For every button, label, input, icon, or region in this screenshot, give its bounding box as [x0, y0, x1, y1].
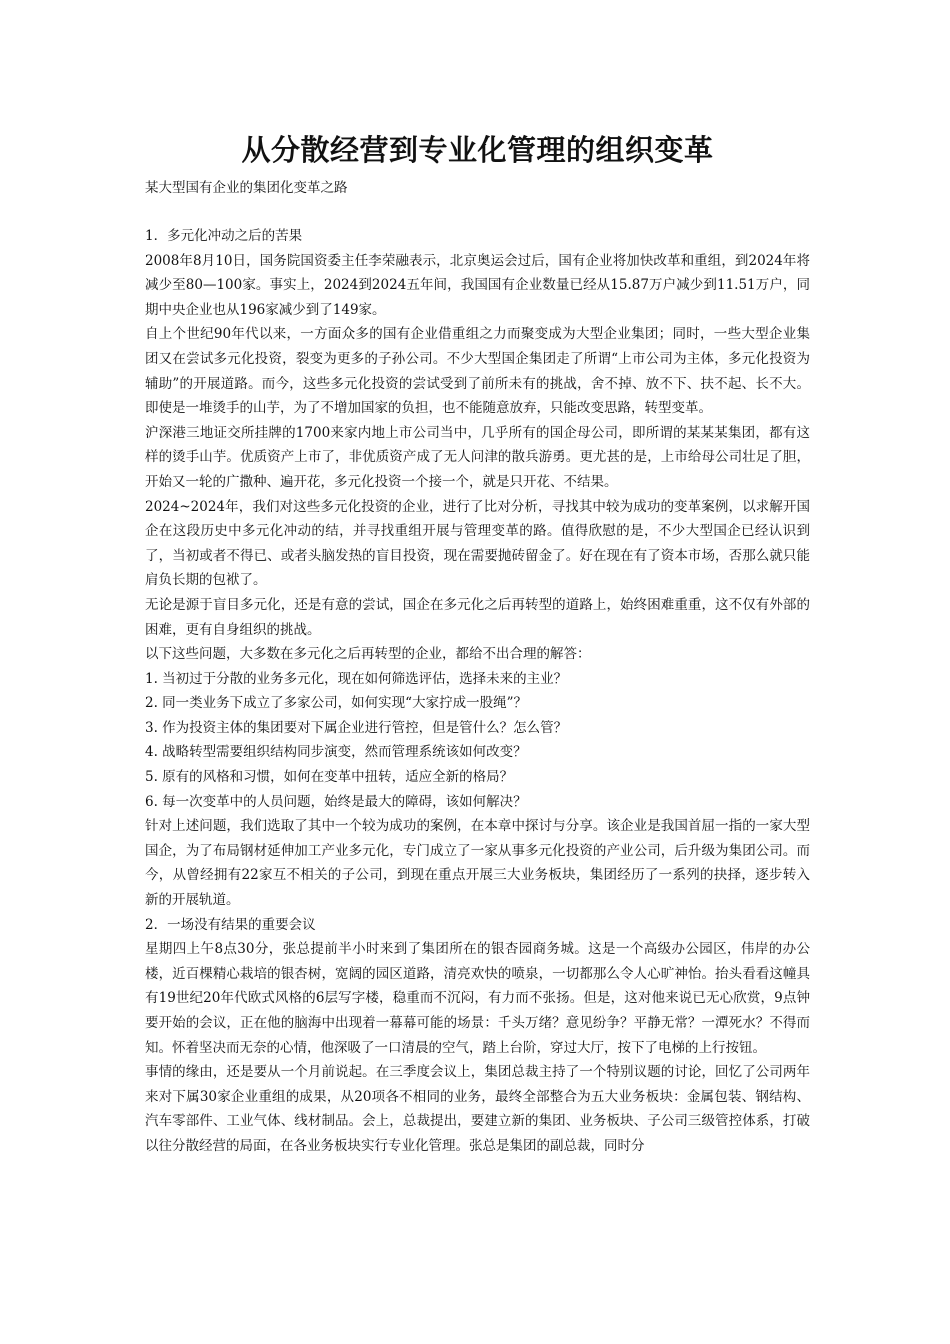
list-item: 1. 当初过于分散的业务多元化，现在如何筛选评估，选择未来的主业？: [145, 670, 568, 687]
document-page: [145, 130, 810, 1159]
blank-line: [145, 200, 810, 224]
paragraph: 事情的缘由，还是要从一个月前说起。在三季度会议上，集团总裁主持了一个特别议题的讨论，回忆了公司两年来对下属30家企业重组的成果，从20项各不相同的业务，最终全部整合为五大业务板块：金属包装、钢结构、汽车零部件、工业气体、线材制品。会上，总裁提出，要建立新的集团、业务板块、子公司三级管控体系，打破以往分散经营的局面，在各业务板块实行专业化管理。张总是集团的副总裁，同时分: [145, 1064, 810, 1154]
paragraph: 星期四上午8点30分，张总提前半小时来到了集团所在的银杏园商务城。这是一个高级办公园区，伟岸的办公楼，近百棵精心栽培的银杏树，宽阔的园区道路，清亮欢快的喷泉，一切都那么令人心旷神怡。抬头看看这幢具有19世纪20年代欧式风格的6层写字楼，稳重而不沉闷，有力而不张扬。但是，这对他来说已无心欣赏，9点钟要开始的会议，正在他的脑海中出现着一幕幕可能的场景：千头万绪？意见纷争？平静无常？一潭死水？不得而知。怀着坚决而无奈的心情，他深吸了一口清晨的空气，踏上台阶，穿过大厅，按下了电梯的上行按钮。: [145, 941, 810, 1056]
paragraph: 自上个世纪90年代以来，一方面众多的国有企业借重组之力而聚变成为大型企业集团；同时，一些大型企业集团又在尝试多元化投资，裂变为更多的子孙公司。不少大型国企集团走了所谓“上市公司为主体，多元化投资为辅助”的开展道路。而今，这些多元化投资的尝试受到了前所未有的挑战，舍不掉、放不下、扶不起、长不大。即使是一堆烫手的山芋，为了不增加国家的负担，也不能随意放弃，只能改变思路，转型变革。: [145, 326, 810, 417]
list-item: 6. 每一次变革中的人员问题，始终是最大的障碍，该如何解决？: [145, 793, 527, 810]
paragraph: 以下这些问题，大多数在多元化之后再转型的企业，都给不出合理的解答：: [145, 646, 591, 663]
paragraph: 2008年8月10日，国务院国资委主任李荣融表示，北京奥运会过后，国有企业将加快改革和重组，到2024年将减少至80—100家。事实上，2024到2024五年间，我国国有企业数量已经从15.87万户减少到11.51万户，同期中央企业也从196家减少到了149家。: [145, 252, 810, 318]
paragraph: 沪深港三地证交所挂牌的1700来家内地上市公司当中，几乎所有的国企母公司，即所谓的某某某集团，都有这样的烫手山芋。优质资产上市了，非优质资产成了无人问津的散兵游勇。更尤甚的是，上市给母公司壮足了胆，开始又一轮的广撒种、遍开花，多元化投资一个接一个，就是只开花、不结果。: [145, 424, 810, 490]
paragraph: 2024~2024年，我们对这些多元化投资的企业，进行了比对分析，寻找其中较为成功的变革案例，以求解开国企在这段历史中多元化冲动的结，并寻找重组开展与管理变革的路。值得欣慰的是，不少大型国企已经认识到了，当初或者不得已、或者头脑发热的盲目投资，现在需要抛砖留金了。好在现在有了资本市场，否那么就只能肩负长期的包袱了。: [145, 498, 810, 589]
document-subtitle: 某大型国有企业的集团化变革之路: [145, 180, 348, 196]
list-item: 5. 原有的风格和习惯，如何在变革中扭转，适应全新的格局？: [145, 769, 514, 786]
section-heading: 1．多元化冲动之后的苦果: [145, 228, 303, 244]
document-title: 从分散经营到专业化管理的组织变革: [241, 133, 714, 167]
list-item: 2. 同一类业务下成立了多家公司，如何实现“大家拧成一股绳”？: [145, 695, 527, 712]
paragraph: 无论是源于盲目多元化，还是有意的尝试，国企在多元化之后再转型的道路上，始终困难重重，这不仅有外部的困难，更有自身组织的挑战。: [145, 596, 810, 638]
section-heading: 2．一场没有结果的重要会议: [145, 916, 316, 933]
paragraph: 针对上述问题，我们选取了其中一个较为成功的案例，在本章中探讨与分享。该企业是我国首屈一指的一家大型国企，为了布局钢材延伸加工产业多元化，专门成立了一家从事多元化投资的产业公司，后升级为集团公司。而今，从曾经拥有22家互不相关的子公司，到现在重点开展三大业务板块，集团经历了一系列的抉择，逐步转入新的开展轨道。: [145, 818, 810, 909]
list-item: 4. 战略转型需要组织结构同步演变，然而管理系统该如何改变？: [145, 744, 527, 761]
list-item: 3. 作为投资主体的集团要对下属企业进行管控，但是管什么？怎么管？: [145, 719, 568, 736]
